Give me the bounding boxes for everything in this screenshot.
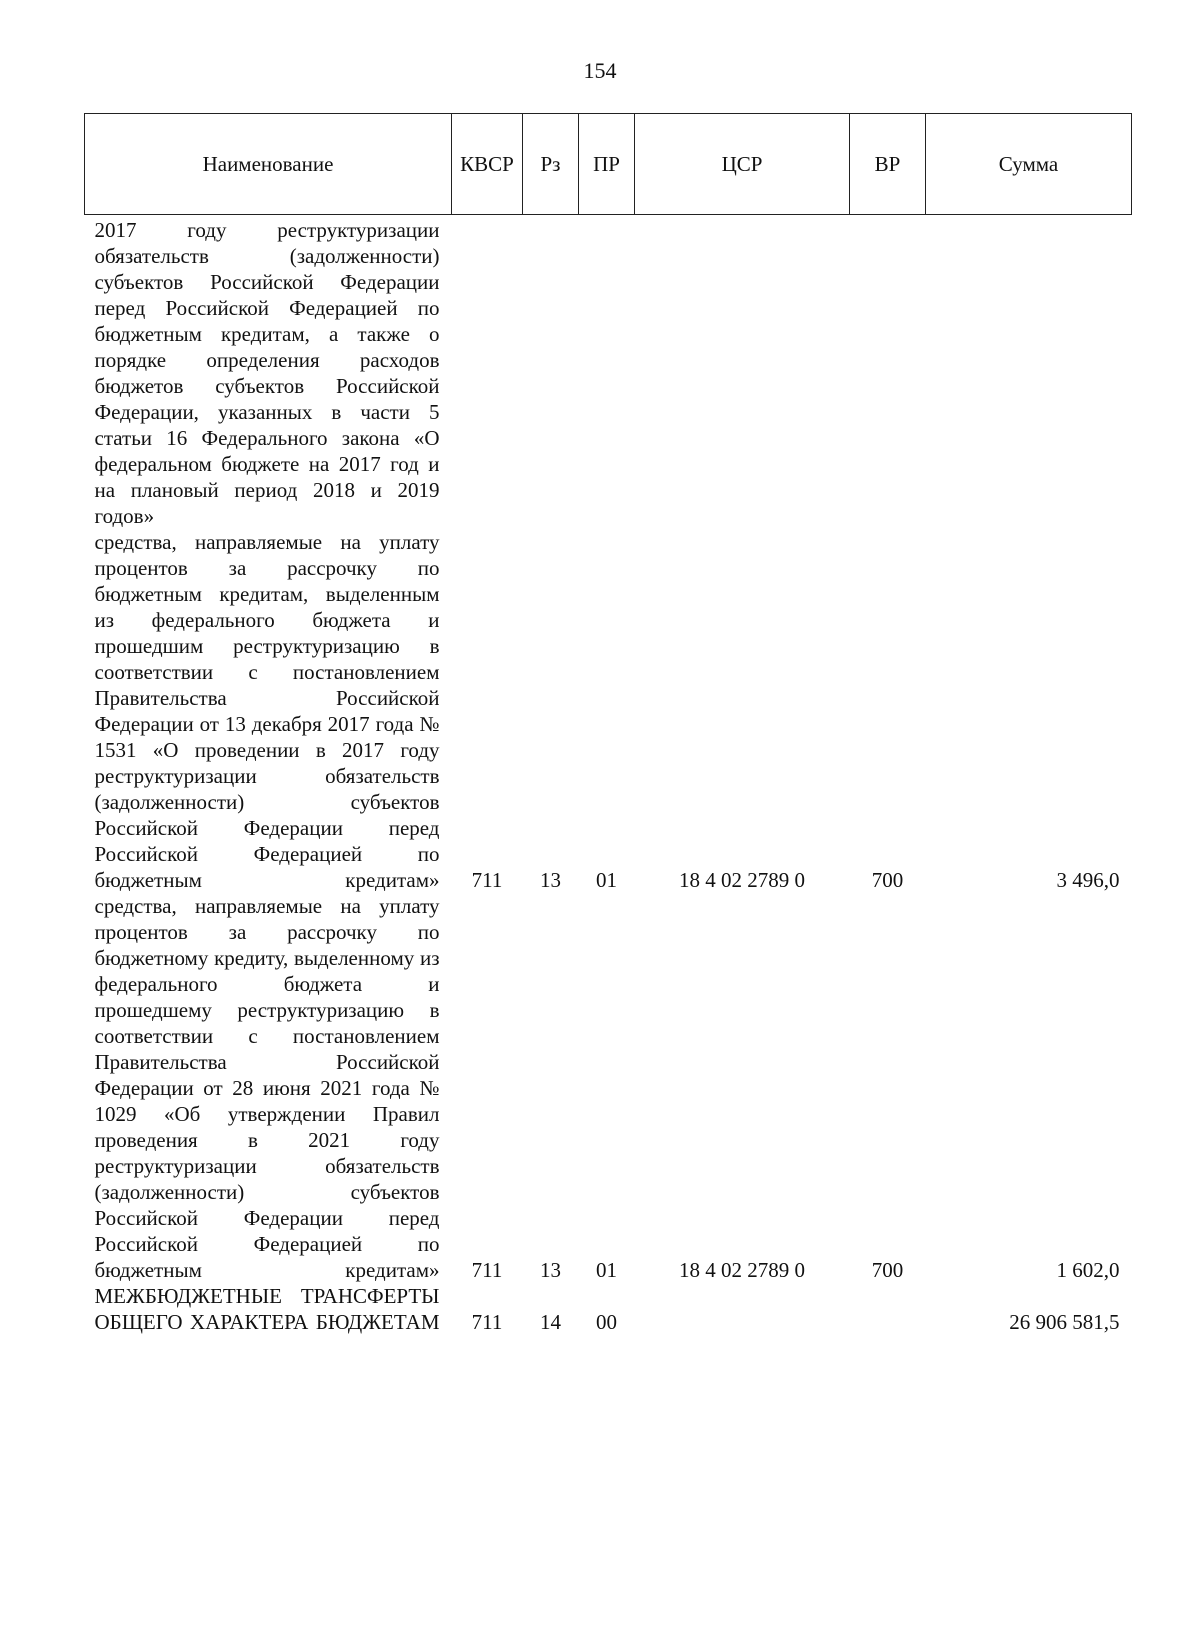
header-name: Наименование: [85, 114, 452, 215]
row-vr: 700: [871, 1258, 904, 1282]
row-name: средства, направляемые на уплату процентов за рассрочку по бюджетному кредиту, выделенному из федерального бюджета и прошедшему реструктуризацию в соответствии с постановлением Правительства Российской Федерации от 28 июня 2021 года № 1029 «Об утверждении Правил проведения в 2021 году реструктуризации обязательств (задолженности) субъектов Российской Федерации перед Российской Федерацией по бюджетным кредитам»: [94, 894, 440, 1282]
row-csr: 18 4 02 2789 0: [679, 1258, 805, 1282]
row-rz: [523, 215, 579, 530]
row-vr: 700: [871, 868, 904, 892]
row-rz: 14: [540, 1310, 561, 1334]
row-vr: [850, 1283, 926, 1335]
row-kvsr: 711: [471, 1310, 503, 1334]
row-kvsr: 711: [471, 1258, 503, 1282]
row-csr: [635, 1283, 850, 1335]
row-pr: [579, 215, 635, 530]
header-sum: Сумма: [926, 114, 1132, 215]
header-vr: ВР: [850, 114, 926, 215]
row-sum: 3 496,0: [1056, 868, 1120, 892]
header-pr: ПР: [579, 114, 635, 215]
row-sum: [926, 215, 1132, 530]
row-kvsr: [452, 215, 523, 530]
row-name: МЕЖБЮДЖЕТНЫЕ ТРАНСФЕРТЫ ОБЩЕГО ХАРАКТЕРА БЮДЖЕТАМ: [94, 1284, 440, 1334]
row-pr: 01: [596, 1258, 617, 1282]
page-number: 154: [583, 58, 617, 83]
row-name: средства, направляемые на уплату процентов за рассрочку по бюджетным кредитам, выделенным из федерального бюджета и прошедшим реструктуризацию в соответствии с постановлением Правительства Российской Федерации от 13 декабря 2017 года № 1531 «О проведении в 2017 году реструктуризации обязательств (задолженности) субъектов Российской Федерации перед Российской Федерацией по бюджетным кредитам»: [94, 530, 440, 892]
budget-table: [84, 113, 1132, 1335]
row-csr: 18 4 02 2789 0: [679, 868, 805, 892]
header-csr: ЦСР: [635, 114, 850, 215]
row-pr: 01: [596, 868, 617, 892]
table-row: [85, 529, 1132, 893]
header-kvsr: КВСР: [452, 114, 523, 215]
row-sum: 1 602,0: [1056, 1258, 1120, 1282]
table-row: [85, 893, 1132, 1283]
row-sum: 26 906 581,5: [1009, 1310, 1120, 1334]
row-rz: 13: [540, 868, 561, 892]
row-rz: 13: [540, 1258, 561, 1282]
row-name: 2017 году реструктуризации обязательств (задолженности) субъектов Российской Федерации перед Российской Федерацией по бюджетным кредитам, а также о порядке определения расходов бюджетов субъектов Российской Федерации, указанных в части 5 статьи 16 Федерального закона «О федеральном бюджете на 2017 год и на плановый период 2018 и 2019 годов»: [94, 218, 440, 528]
table-header: [85, 114, 1132, 215]
table-body: [85, 215, 1132, 1336]
row-vr: [850, 215, 926, 530]
row-pr: 00: [596, 1310, 617, 1334]
header-rz: Рз: [523, 114, 579, 215]
row-kvsr: 711: [471, 868, 503, 892]
header-row: [85, 114, 1132, 215]
table-row: [85, 1283, 1132, 1335]
table-row: [85, 215, 1132, 530]
row-csr: [635, 215, 850, 530]
